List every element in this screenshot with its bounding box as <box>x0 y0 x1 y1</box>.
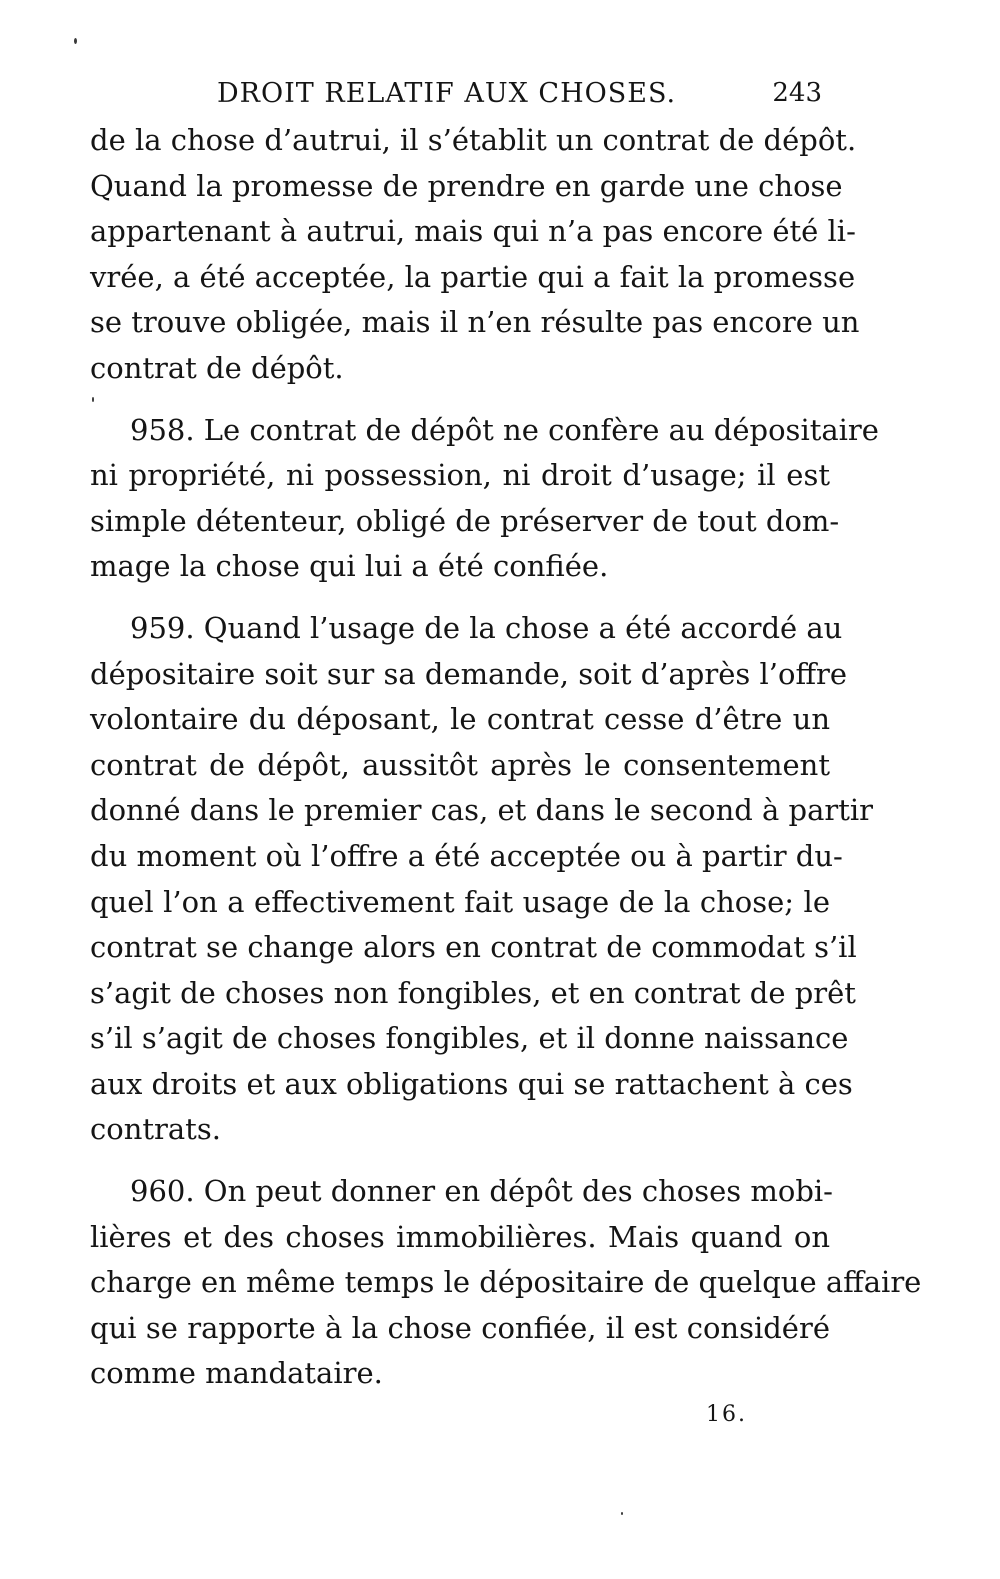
text-line: ni propriété, ni possession, ni droit d’usage; il est <box>90 458 830 493</box>
paragraph-960 <box>90 1169 922 1397</box>
text-line: de la chose d’autrui, il s’établit un contrat de dépôt. <box>90 123 857 157</box>
text-line: 959. Quand l’usage de la chose a été accordé au <box>130 610 843 645</box>
page-header <box>90 78 830 118</box>
text-line: contrat se change alors en contrat de commodat s’il <box>90 930 857 965</box>
text-line: se trouve obligée, mais il n’en résulte pas encore un <box>90 305 860 340</box>
text-line: mage la chose qui lui a été confiée. <box>90 549 609 584</box>
text-line: 958. Le contrat de dépôt ne confère au dépositaire <box>130 412 879 447</box>
text-line: donné dans le premier cas, et dans le second à partir <box>90 793 874 828</box>
text-line: volontaire du déposant, le contrat cesse d’être un <box>90 702 830 737</box>
ink-speck <box>74 38 77 44</box>
text-line: simple détenteur, obligé de préserver de tout dom- <box>90 503 840 538</box>
text-line: vrée, a été acceptée, la partie qui a fait la promesse <box>90 259 856 294</box>
paragraph-gap <box>90 590 830 606</box>
text-line: qui se rapporte à la chose confiée, il est considéré <box>90 1310 830 1345</box>
text-line: quel l’on a effectivement fait usage de la chose; le <box>90 884 830 919</box>
text-line: dépositaire soit sur sa demande, soit d’après l’offre <box>90 656 848 691</box>
paragraph-959 <box>90 606 874 1153</box>
text-line: contrat de dépôt. <box>90 350 344 385</box>
ink-speck <box>92 397 94 402</box>
page-number: 243 <box>772 78 822 108</box>
text-line: s’il s’agit de choses fongibles, et il donne naissance <box>90 1021 849 1056</box>
text-line: du moment où l’offre a été acceptée ou à partir du- <box>90 838 843 873</box>
running-title: DROIT RELATIF AUX CHOSES. <box>217 78 677 109</box>
body-text <box>90 118 922 1397</box>
text-line: contrats. <box>90 1112 221 1147</box>
text-line: charge en même temps le dépositaire de quelque affaire <box>90 1265 922 1300</box>
ink-speck <box>621 1512 623 1515</box>
paragraph-gap <box>90 392 830 408</box>
signature-mark: 16. <box>706 1402 747 1427</box>
text-line: s’agit de choses non fongibles, et en contrat de prêt <box>90 975 856 1010</box>
paragraph-958 <box>90 408 879 590</box>
paragraph-gap <box>90 1153 830 1169</box>
text-line: contrat de dépôt, aussitôt après le consentement <box>90 747 830 782</box>
text-line: lières et des choses immobilières. Mais quand on <box>90 1219 830 1254</box>
text-line: appartenant à autrui, mais qui n’a pas encore été li- <box>90 214 856 249</box>
paragraph-continuation <box>90 118 860 392</box>
text-line: 960. On peut donner en dépôt des choses mobi- <box>130 1174 833 1209</box>
text-line: comme mandataire. <box>90 1356 383 1391</box>
text-line: aux droits et aux obligations qui se rattachent à ces <box>90 1066 853 1101</box>
text-line: Quand la promesse de prendre en garde une chose <box>90 168 843 203</box>
